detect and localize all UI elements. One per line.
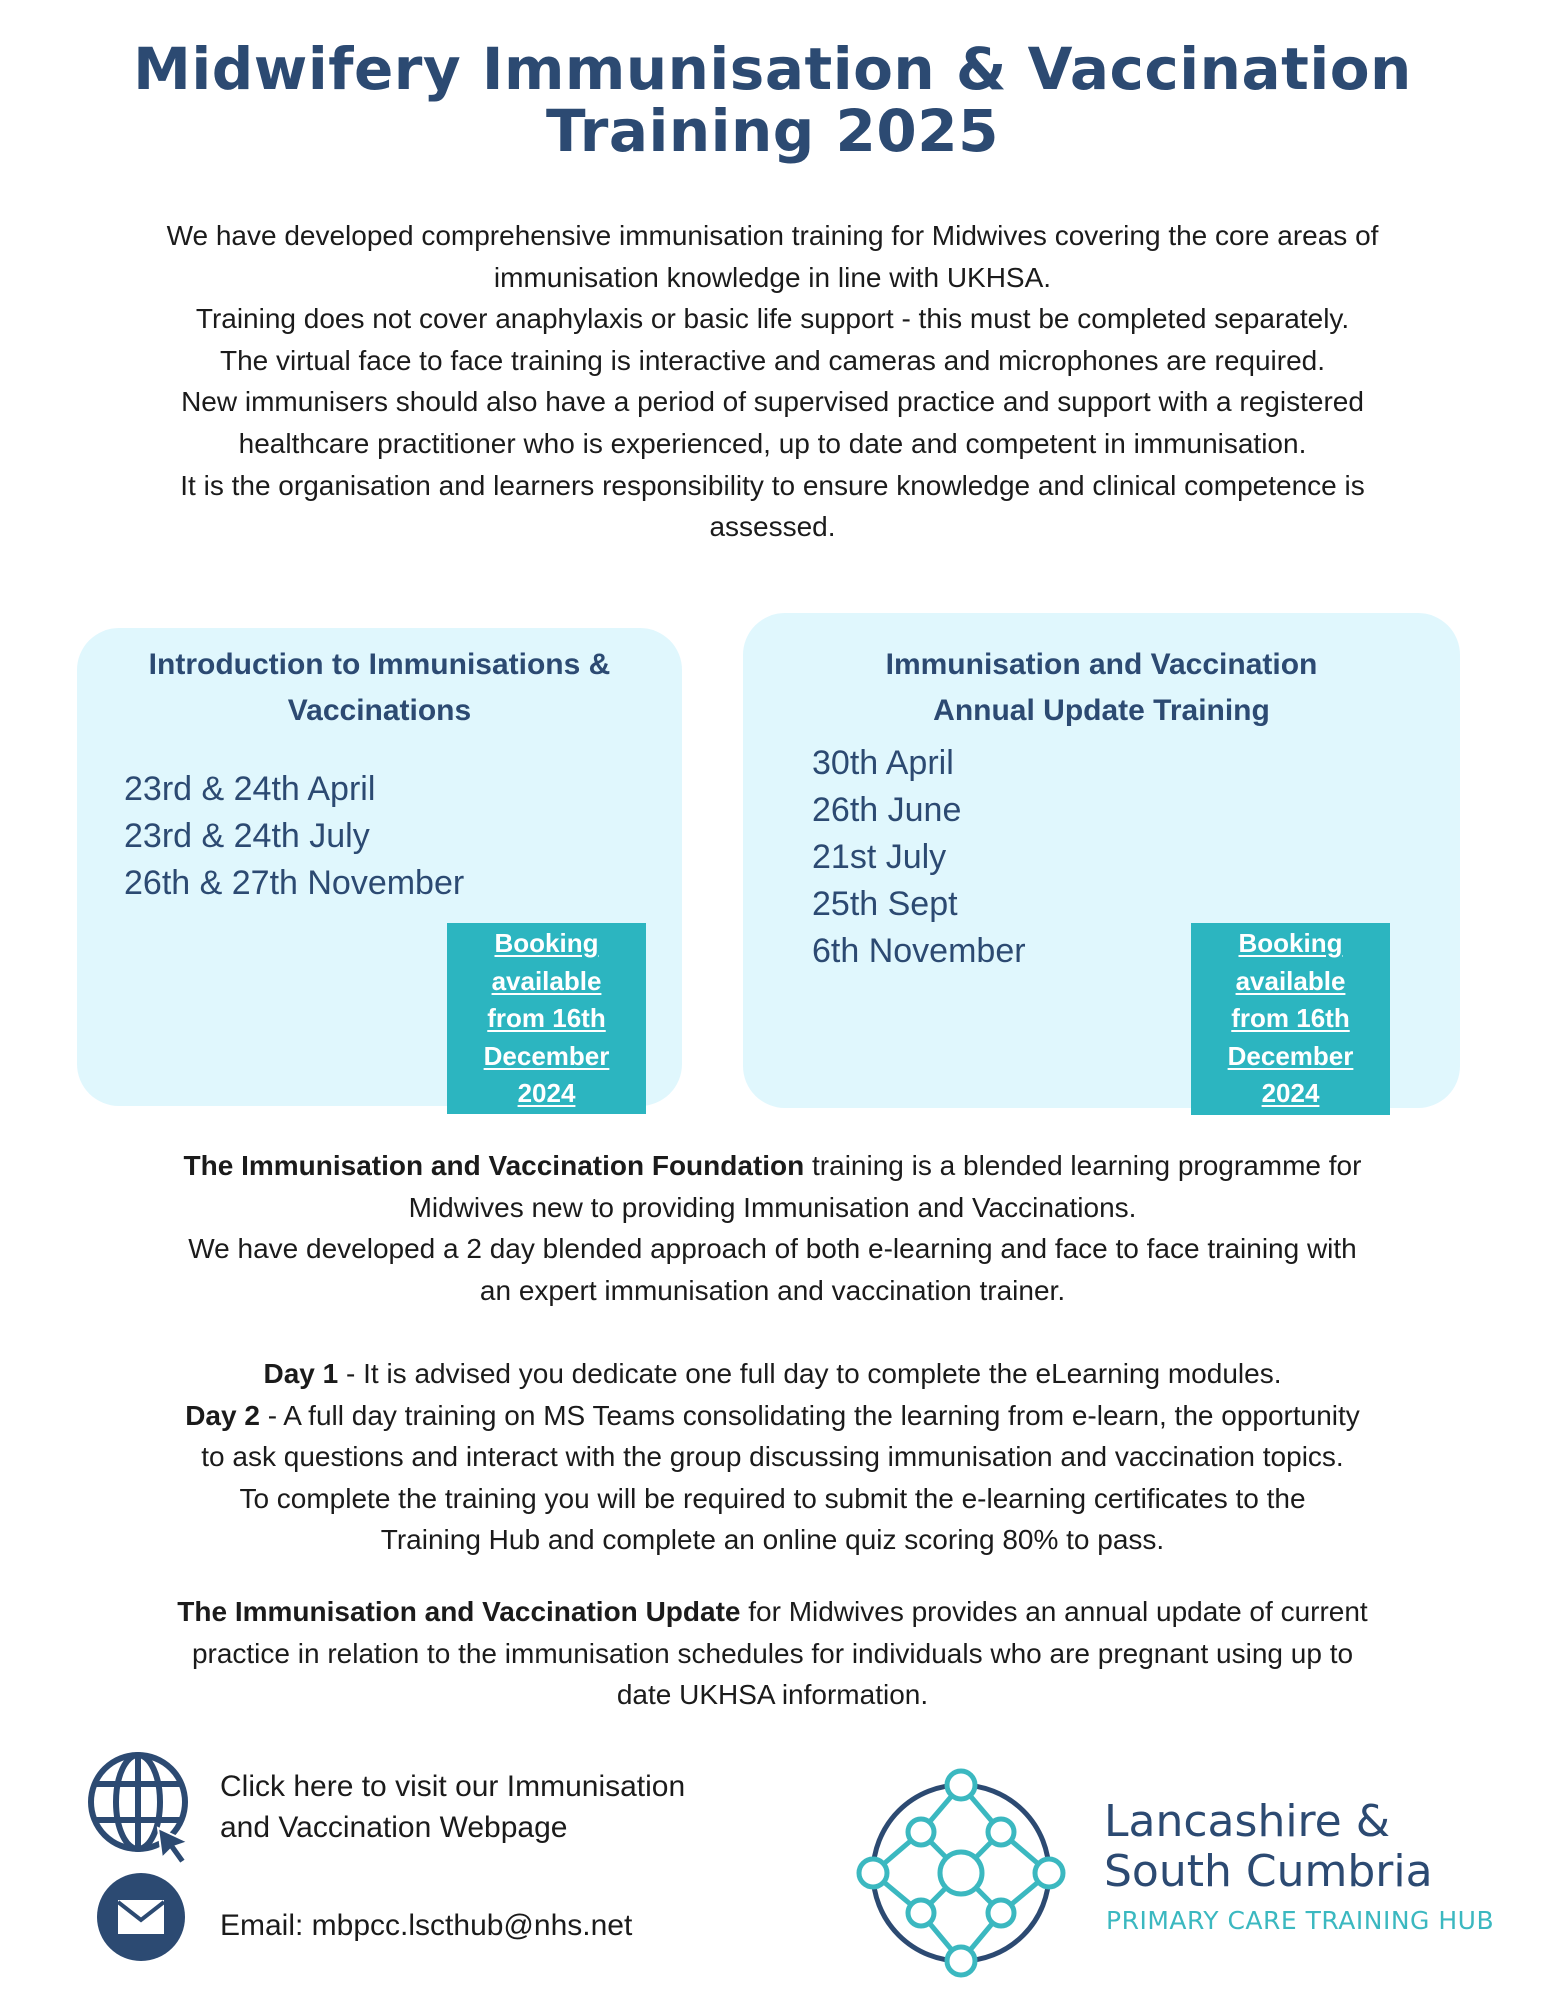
intro-paragraph (40, 215, 1505, 548)
globe-cursor-icon[interactable] (86, 1752, 202, 1870)
date-item: 25th Sept (812, 885, 958, 923)
title-line-2: Training 2025 (546, 97, 999, 165)
booking-text: from 16th (1231, 1003, 1350, 1034)
day2-label: Day 2 (185, 1399, 260, 1431)
days-line: To complete the training you will be required to submit the e-learning certificates to the (239, 1482, 1306, 1514)
booking-text: available (491, 965, 602, 996)
card-title-line: Vaccinations (287, 694, 472, 727)
day2-text: - A full day training on MS Teams consolidating the learning from e-learn, the opportunity (259, 1399, 1360, 1431)
booking-link-button[interactable] (447, 923, 646, 1114)
update-line (40, 1591, 1505, 1633)
date-item: 21st July (812, 838, 947, 876)
update-text: for Midwives provides an annual update of current (740, 1596, 1368, 1627)
days-line: Training Hub and complete an online quiz scoring 80% to pass. (380, 1524, 1165, 1556)
update-paragraph (40, 1591, 1505, 1716)
intro-line: immunisation knowledge in line with UKHSA. (493, 261, 1052, 293)
date-list (812, 740, 1026, 975)
update-bold-lead: The Immunisation and Vaccination Update (177, 1596, 741, 1627)
webpage-link[interactable] (220, 1766, 685, 1848)
foundation-paragraph (40, 1145, 1505, 1311)
email-address[interactable]: Email: mbpcc.lscthub@nhs.net (220, 1909, 633, 1942)
days-paragraph (40, 1353, 1505, 1561)
webpage-link-text: Click here to visit our Immunisation (220, 1770, 686, 1803)
envelope-icon (96, 1872, 186, 1962)
days-line: to ask questions and interact with the group discussing immunisation and vaccination topics. (201, 1441, 1344, 1473)
foundation-line (40, 1145, 1505, 1187)
day1-line (40, 1353, 1505, 1395)
card-title-line: Immunisation and Vaccination (885, 648, 1318, 681)
booking-text: December (483, 1040, 610, 1071)
card-title (743, 642, 1460, 734)
booking-text: December (1227, 1040, 1354, 1071)
date-list (124, 766, 464, 907)
intro-line: Training does not cover anaphylaxis or basic life support - this must be completed separately. (195, 303, 1350, 335)
date-item: 23rd & 24th July (124, 817, 370, 855)
intro-line: healthcare practitioner who is experienced, up to date and competent in immunisation. (238, 427, 1307, 459)
booking-text: Booking (1238, 928, 1343, 958)
date-item: 26th & 27th November (124, 864, 465, 902)
foundation-line: an expert immunisation and vaccination trainer. (479, 1274, 1066, 1306)
card-title-line: Annual Update Training (933, 694, 1270, 727)
foundation-line: Midwives new to providing Immunisation and Vaccinations. (408, 1191, 1137, 1223)
day2-line (40, 1395, 1505, 1437)
webpage-link-text: and Vaccination Webpage (220, 1811, 568, 1844)
card-title-line: Introduction to Immunisations & (148, 648, 611, 681)
booking-text: 2024 (1261, 1078, 1320, 1109)
date-item: 26th June (812, 791, 962, 829)
booking-link-button[interactable] (1191, 923, 1390, 1115)
card-title (77, 642, 682, 734)
logo-name-line: Lancashire & (1104, 1796, 1391, 1847)
intro-line: The virtual face to face training is interactive and cameras and microphones are required. (219, 344, 1325, 376)
date-item: 23rd & 24th April (124, 770, 376, 808)
day1-text: - It is advised you dedicate one full day to complete the eLearning modules. (338, 1358, 1282, 1389)
booking-text: available (1235, 965, 1346, 996)
logo-organisation-name (1104, 1797, 1433, 1897)
training-hub-logo-icon (856, 1768, 1066, 1978)
intro-line: assessed. (709, 511, 836, 543)
foundation-line: We have developed a 2 day blended approach of both e-learning and face to face training with (188, 1233, 1357, 1265)
update-line: date UKHSA information. (616, 1679, 929, 1711)
booking-text: from 16th (487, 1003, 606, 1034)
booking-text: Booking (494, 928, 599, 958)
intro-line: It is the organisation and learners responsibility to ensure knowledge and clinical competence is (180, 469, 1365, 501)
foundation-bold-lead: The Immunisation and Vaccination Foundation (183, 1150, 805, 1181)
foundation-text: training is a blended learning programme for (804, 1150, 1362, 1181)
title-line-1: Midwifery Immunisation & Vaccination (133, 35, 1412, 103)
intro-line: New immunisers should also have a period of supervised practice and support with a registered (181, 386, 1364, 418)
logo-subtitle: PRIMARY CARE TRAINING HUB (1106, 1906, 1495, 1935)
booking-text: 2024 (517, 1078, 576, 1109)
logo-name-line: South Cumbria (1104, 1846, 1433, 1897)
date-item: 30th April (812, 744, 954, 782)
update-line: practice in relation to the immunisation schedules for individuals who are pregnant using up to (191, 1637, 1354, 1669)
intro-line: We have developed comprehensive immunisation training for Midwives covering the core areas of (166, 220, 1379, 251)
day1-label: Day 1 (263, 1358, 339, 1389)
date-item: 6th November (812, 932, 1026, 970)
page-title (0, 35, 1545, 165)
